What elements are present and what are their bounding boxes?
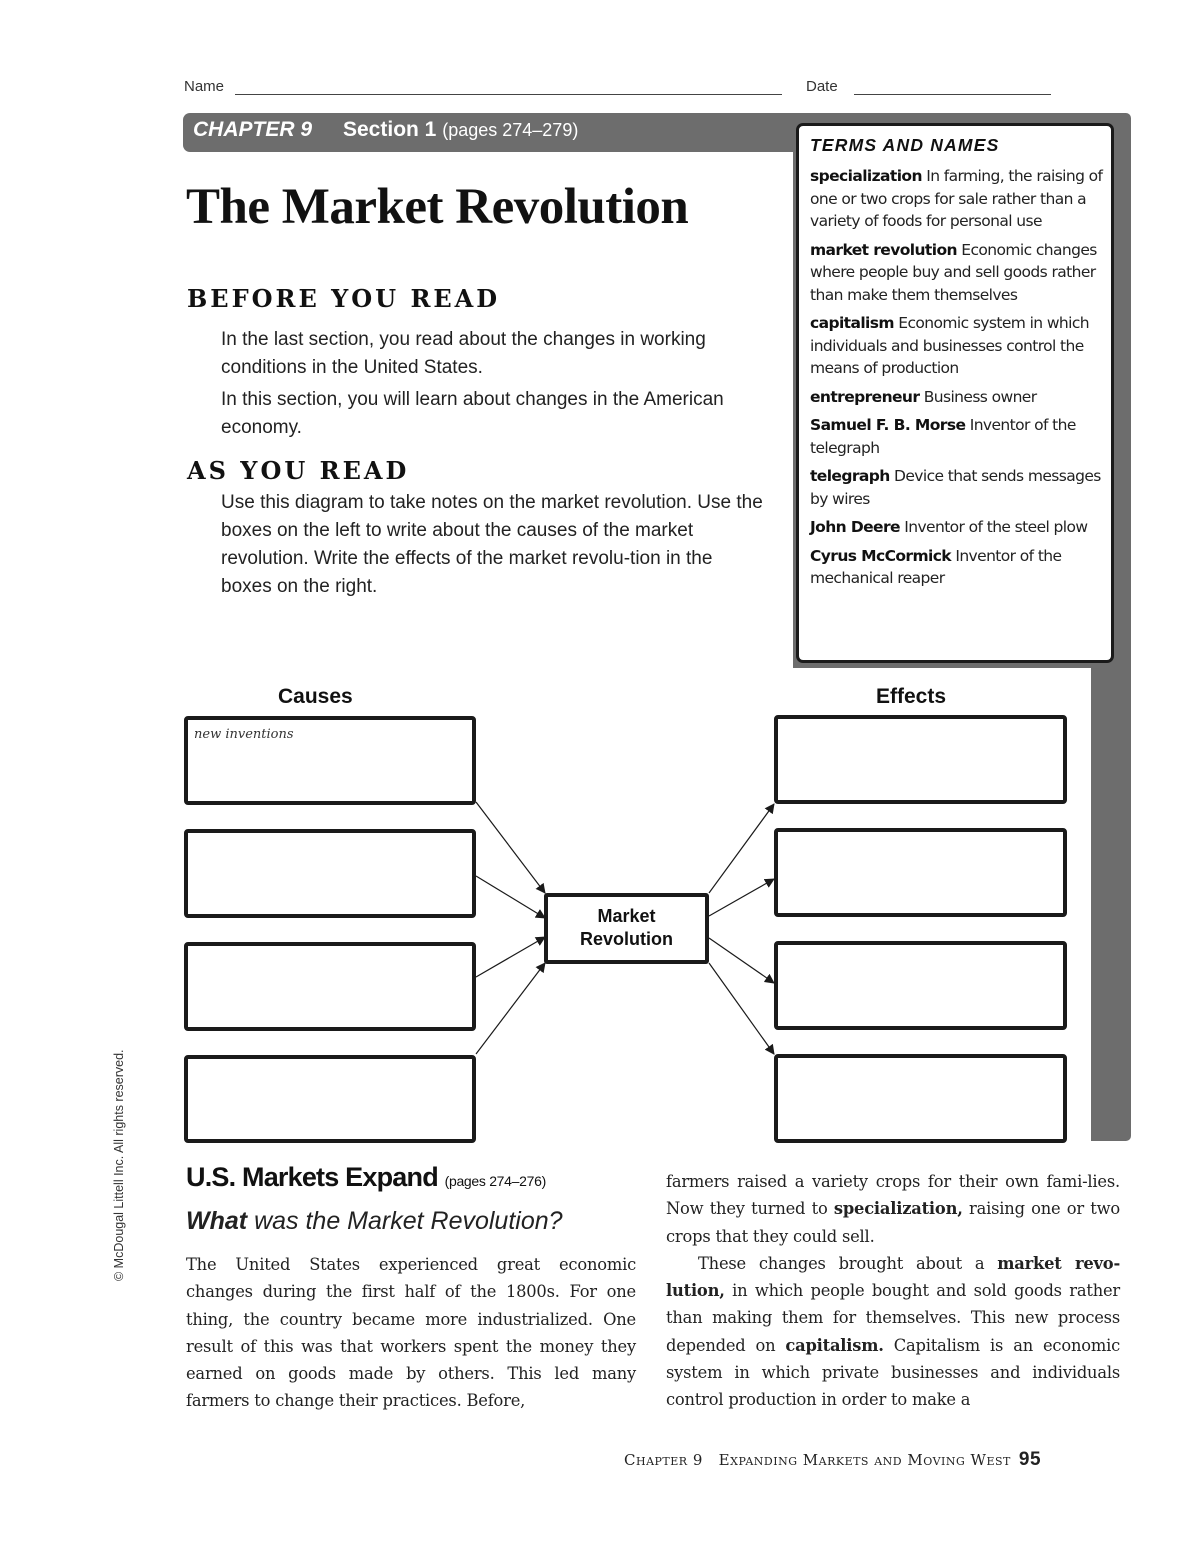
copyright-notice: © McDougal Littell Inc. All rights reserved.: [112, 1049, 126, 1281]
page-number: 95: [1018, 1449, 1042, 1470]
footer-text: Chapter 9 Expanding Markets and Moving West: [624, 1451, 1011, 1469]
chapter-number: CHAPTER 9: [193, 118, 313, 141]
body-column-2: [666, 1168, 1120, 1414]
section-pages: (pages 274–279): [442, 120, 579, 140]
section-question: [186, 1207, 563, 1236]
key-term: specialization,: [833, 1199, 963, 1219]
term-definition: Economic changes where people buy and sell goods rather than make them themselves: [810, 240, 1097, 304]
term-definition: Inventor of the telegraph: [810, 416, 1076, 457]
section-number: Section 1: [343, 118, 437, 141]
causes-label: Causes: [278, 685, 353, 708]
term-name: John Deere: [810, 518, 900, 536]
key-term: capitalism.: [785, 1335, 884, 1355]
term-definition: Economic system in which individuals and businesses control the means of production: [810, 314, 1089, 377]
term-name: Samuel F. B. Morse: [810, 416, 966, 434]
name-label: Name: [184, 78, 225, 95]
text-run: Capitalism is an economic system in which private businesses and individuals control production in order to make a: [666, 1335, 1121, 1410]
cause-arrow-1: [476, 802, 545, 893]
center-label-line-2: Revolution: [580, 929, 673, 949]
term-definition: Inventor of the steel plow: [904, 518, 1088, 536]
body-col2-para-2: [666, 1250, 1120, 1414]
page-footer: [624, 1449, 1041, 1471]
subheading-title: U.S. Markets Expand: [186, 1162, 438, 1192]
term-name: market revolution: [810, 240, 957, 259]
before-you-read-para-1: In the last section, you read about the changes in working conditions in the United States.: [221, 329, 706, 378]
text-run: These changes brought about a: [698, 1253, 985, 1273]
as-you-read-text: Use this diagram to take notes on the market revolution. Use the boxes on the left to write about the causes of the market revolution. Write the effects of the market revolu-tion in the boxes on the right.: [221, 492, 763, 597]
date-label: Date: [806, 78, 838, 95]
key-term: market revo-lution,: [666, 1253, 1120, 1301]
term-definition: Inventor of the mechanical reaper: [810, 546, 1062, 587]
before-you-read-heading: BEFORE YOU READ: [187, 284, 501, 313]
as-you-read-heading: AS YOU READ: [187, 456, 410, 485]
cause-arrow-2: [476, 876, 545, 918]
term-name: specialization: [810, 167, 922, 185]
text-run: in which people bought and sold goods rather than making them for themselves. This new process depended on: [666, 1281, 1120, 1355]
term-definition: Business owner: [923, 387, 1037, 406]
cause-arrow-3: [476, 937, 545, 977]
term-name: capitalism: [810, 314, 894, 332]
text-run: farmers raised a variety crops for their own fami-lies. Now they turned to: [666, 1172, 1120, 1219]
question-bold: What: [186, 1207, 248, 1235]
effects-label: Effects: [876, 685, 947, 708]
effect-arrow-2: [709, 879, 774, 916]
cause-arrow-4: [476, 963, 545, 1054]
body-col2-para-1: [666, 1168, 1120, 1250]
cause-note: new inventions: [194, 727, 294, 742]
text-run: raising one or two crops that they could sell.: [666, 1199, 1120, 1246]
question-rest: was the Market Revolution?: [254, 1207, 563, 1235]
effect-arrow-1: [709, 804, 774, 893]
subheading-pages: (pages 274–276): [444, 1173, 546, 1189]
term-name: telegraph: [810, 467, 890, 485]
terms-title: TERMS AND NAMES: [810, 135, 1000, 155]
term-name: Cyrus McCormick: [810, 546, 952, 565]
term-definition: Device that sends messages by wires: [810, 467, 1101, 508]
section-subheading: [186, 1162, 546, 1193]
before-you-read-para-2: In this section, you will learn about changes in the American economy.: [221, 389, 724, 438]
page-title: The Market Revolution: [186, 179, 689, 235]
term-name: entrepreneur: [810, 387, 920, 406]
body-column-1: The United States experienced great economic changes during the first half of the 1800s. For one thing, the country became more industrialized. One result of this was that workers spent the money they earned on goods made by others. This led many farmers to change their practices. Before,: [186, 1255, 636, 1411]
term-definition: In farming, the raising of one or two crops for sale rather than a variety of foods for personal use: [810, 167, 1103, 230]
center-label-line-1: Market: [597, 906, 656, 926]
